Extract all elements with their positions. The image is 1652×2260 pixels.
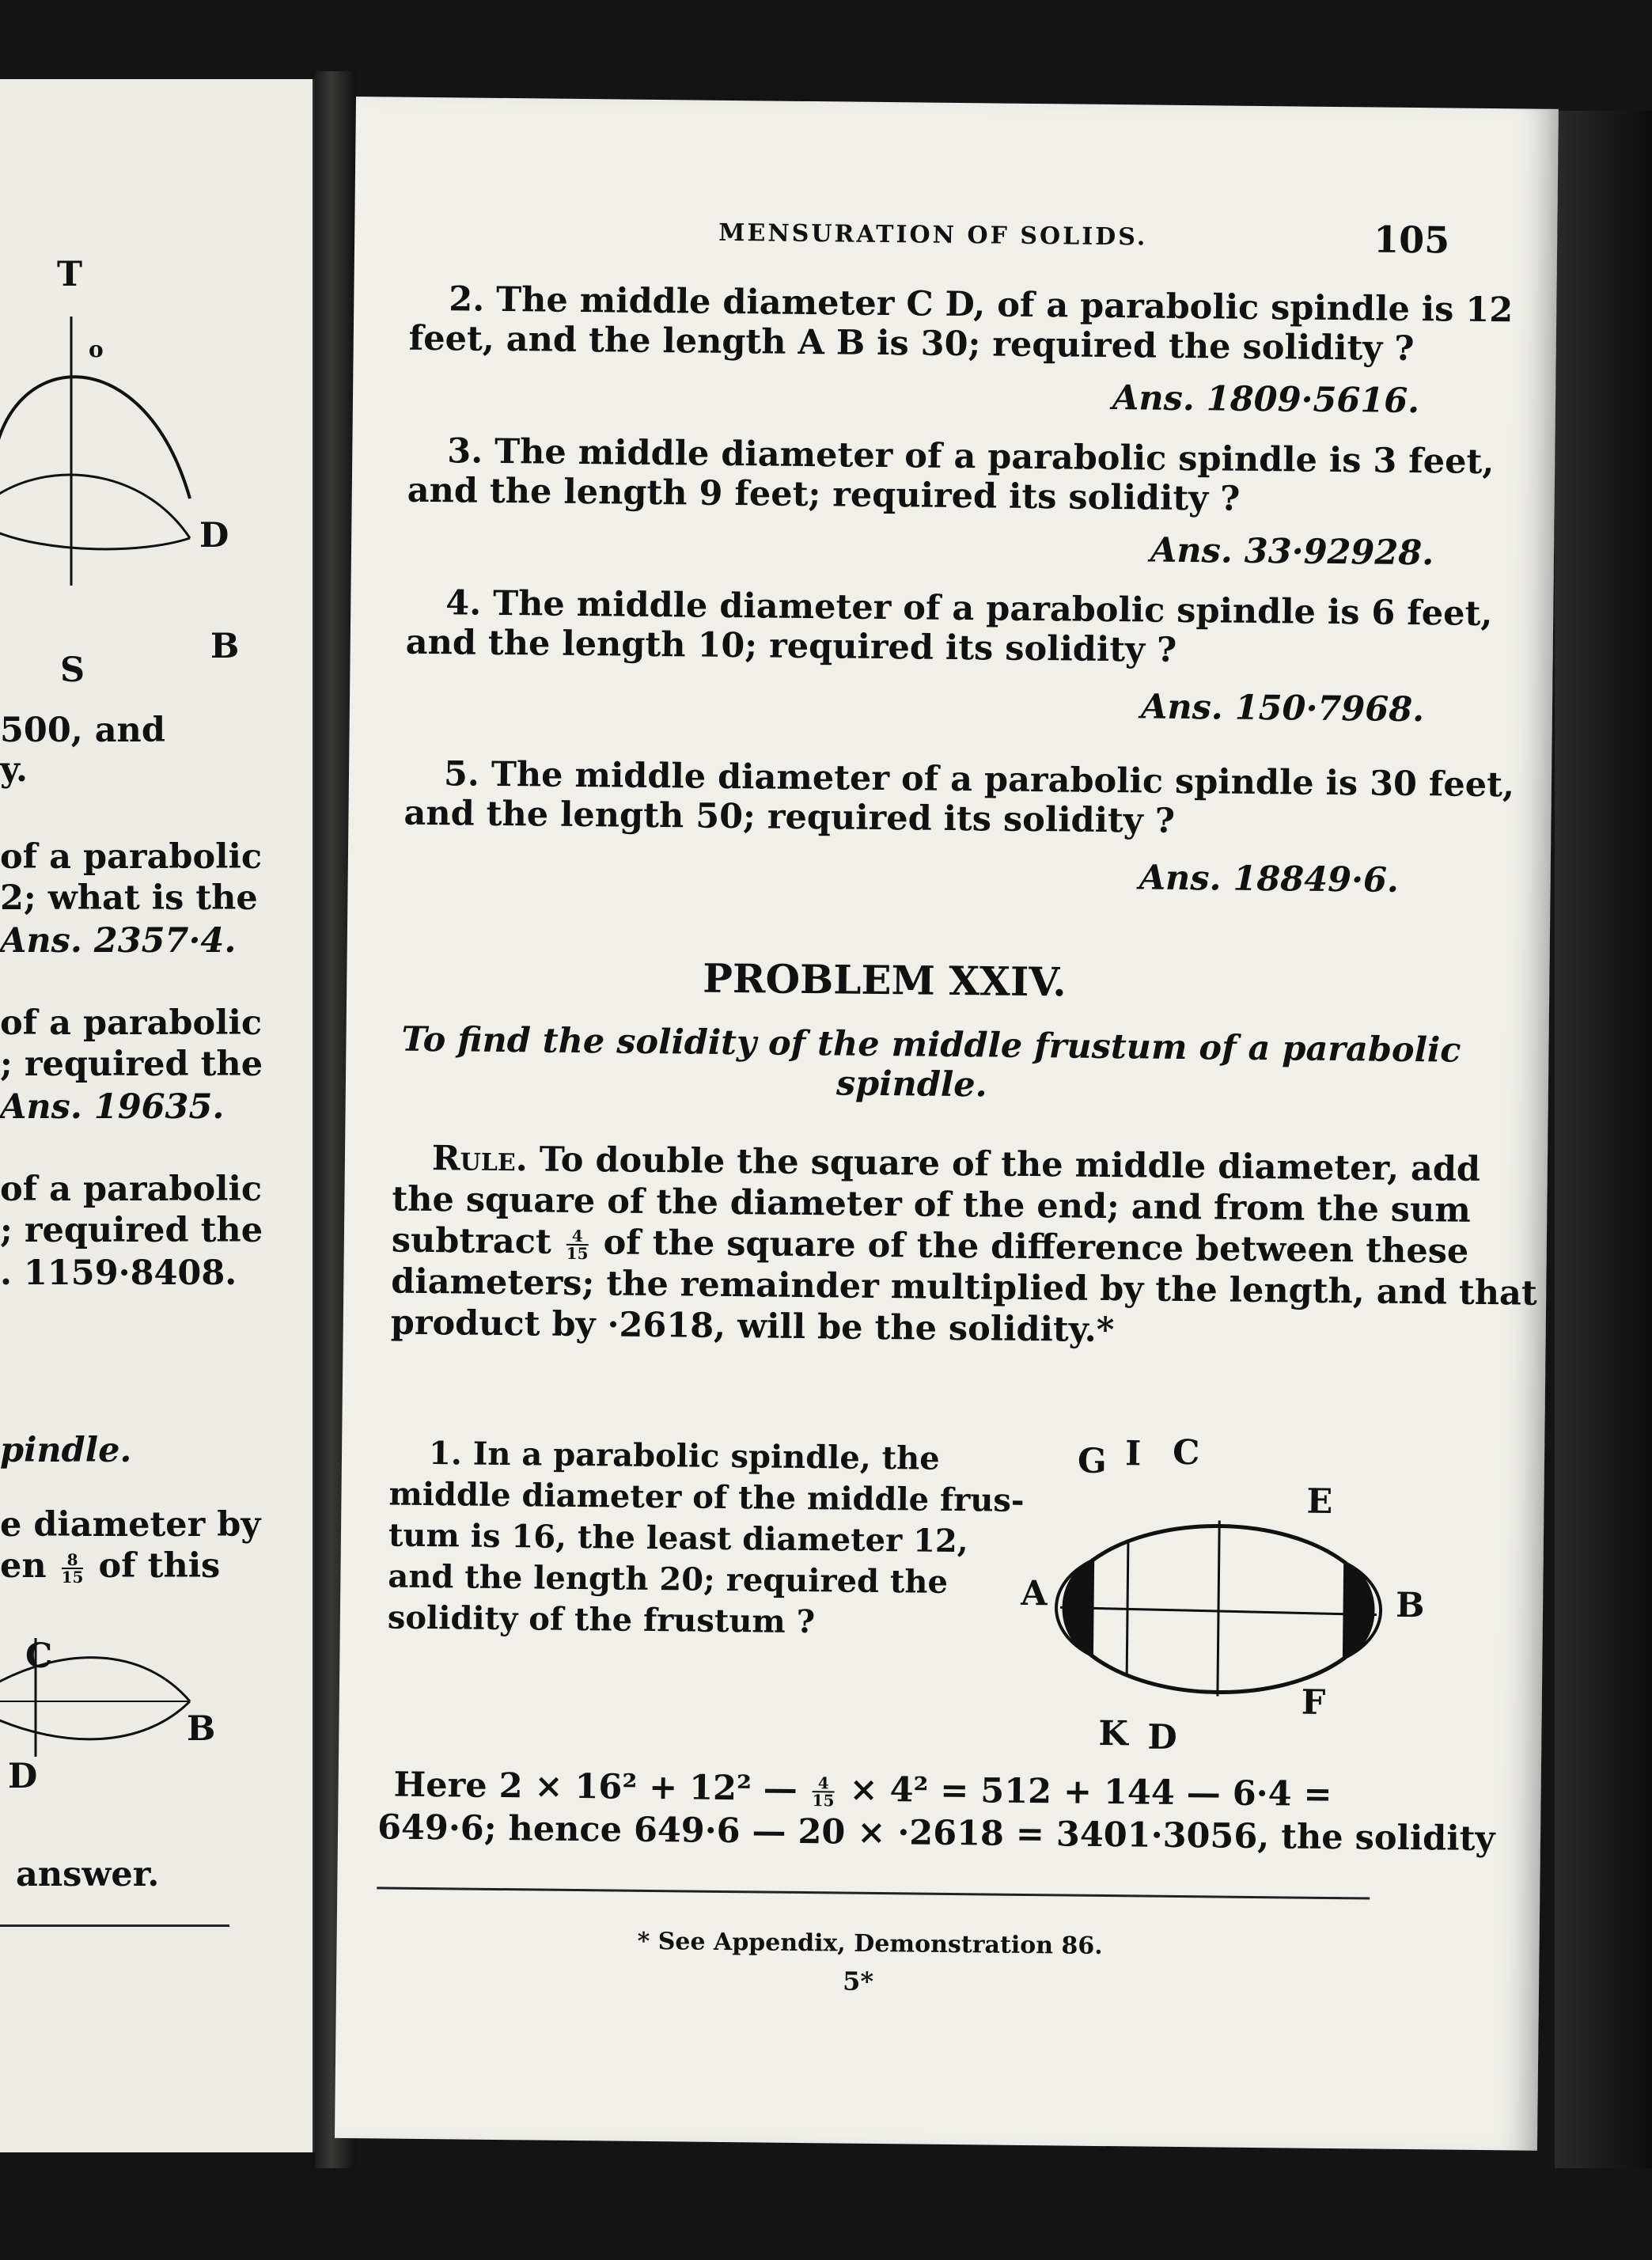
left-line: of a parabolic bbox=[0, 1170, 263, 1209]
rule-line: product by ·2618, will be the solidity.* bbox=[390, 1303, 1115, 1351]
left-line: Ans. 19635. bbox=[0, 1087, 225, 1127]
signature-mark: 5* bbox=[842, 1966, 874, 1996]
fig1-label-o: o bbox=[89, 336, 104, 362]
fraction-num: 8 bbox=[62, 1552, 84, 1569]
left-line: . 1159·8408. bbox=[0, 1253, 237, 1293]
fraction-den: 15 bbox=[812, 1791, 835, 1811]
problem-line: 4. The middle diameter of a parabolic spindle is 6 feet, bbox=[445, 583, 1493, 635]
fraction bbox=[812, 1773, 835, 1811]
example-line: tum is 16, the least diameter 12, bbox=[388, 1516, 968, 1560]
footnote: * See Appendix, Demonstration 86. bbox=[637, 1927, 1103, 1961]
example-line: middle diameter of the middle frus- bbox=[388, 1475, 1025, 1519]
rule-line: diameters; the remainder multiplied by the length, and that bbox=[391, 1261, 1538, 1314]
problem-heading: PROBLEM XXIV. bbox=[703, 954, 1067, 1006]
figure-label-c: C bbox=[1172, 1432, 1200, 1473]
fig1-label-d: D bbox=[199, 516, 229, 556]
page-number: 105 bbox=[1373, 218, 1450, 262]
figure-label-i: I bbox=[1124, 1434, 1142, 1474]
left-line: ; required the bbox=[0, 1211, 263, 1250]
rule-text: subtract bbox=[391, 1220, 552, 1262]
fig2-label-b: B bbox=[187, 1709, 216, 1749]
footnote-rule bbox=[377, 1886, 1370, 1899]
example-line: and the length 20; required the bbox=[388, 1557, 949, 1601]
left-line: ; required the bbox=[0, 1045, 263, 1084]
left-line: Ans. 2357·4. bbox=[0, 921, 237, 961]
left-figure-paraboloid bbox=[0, 285, 313, 586]
left-line: e diameter by bbox=[0, 1505, 261, 1545]
calc-text: × 4² = 512 + 144 — 6·4 = bbox=[849, 1769, 1332, 1815]
problem-line: feet, and the length A B is 30; required the solidity ? bbox=[408, 318, 1415, 370]
left-line: 500, and bbox=[0, 711, 165, 750]
example-line: 1. In a parabolic spindle, the bbox=[428, 1435, 940, 1477]
fraction-num: 4 bbox=[566, 1228, 589, 1246]
example-line: solidity of the frustum ? bbox=[387, 1598, 816, 1641]
right-page bbox=[335, 97, 1559, 2151]
fraction bbox=[566, 1226, 589, 1264]
running-header: MENSURATION OF SOLIDS. bbox=[718, 218, 1148, 252]
problem-answer: Ans. 18849·6. bbox=[1139, 858, 1400, 901]
problem-answer: Ans. 150·7968. bbox=[1140, 687, 1425, 730]
figure-label-f: F bbox=[1301, 1682, 1326, 1723]
problem-line: 3. The middle diameter of a parabolic spindle is 3 feet, bbox=[447, 431, 1495, 483]
fig2-label-d: D bbox=[8, 1757, 38, 1796]
rule-lead: Rule. bbox=[431, 1139, 529, 1180]
left-page bbox=[0, 79, 315, 2152]
fig1-label-s: S bbox=[60, 650, 85, 690]
rule-text: To double the square of the middle diameter, add bbox=[539, 1139, 1481, 1189]
fig1-label-t: T bbox=[57, 255, 82, 294]
problem-answer: Ans. 33·92928. bbox=[1150, 530, 1434, 574]
left-line: 2; what is the bbox=[0, 878, 258, 918]
problem-line: and the length 9 feet; required its solidity ? bbox=[407, 470, 1241, 519]
left-line: of this bbox=[98, 1546, 221, 1586]
problem-line: and the length 50; required its solidity ? bbox=[404, 793, 1176, 841]
figure-label-k: K bbox=[1098, 1713, 1129, 1754]
calc-line: 649·6; hence 649·6 — 20 × ·2618 = 3401·3056, the solidity bbox=[377, 1807, 1495, 1860]
rule-line: the square of the diameter of the end; and from the sum bbox=[392, 1179, 1472, 1230]
left-line: y. bbox=[0, 750, 28, 790]
left-line: of a parabolic bbox=[0, 1003, 263, 1043]
figure-label-e: E bbox=[1306, 1481, 1333, 1522]
left-line-with-fraction bbox=[0, 1546, 220, 1586]
left-footnote-rule bbox=[0, 1924, 229, 1927]
fig1-label-b: B bbox=[210, 627, 240, 666]
problem-answer: Ans. 1809·5616. bbox=[1112, 378, 1420, 422]
left-line: answer. bbox=[16, 1855, 160, 1894]
fraction-den: 15 bbox=[61, 1568, 84, 1587]
calc-text: Here 2 × 16² + 12² — bbox=[393, 1765, 798, 1809]
fraction bbox=[62, 1552, 84, 1585]
left-line: pindle. bbox=[0, 1431, 132, 1470]
right-page-edge bbox=[1555, 111, 1652, 2168]
calc-line-1 bbox=[393, 1765, 1332, 1814]
frustum-figure bbox=[1035, 1496, 1401, 1730]
problem-line: 5. The middle diameter of a parabolic spindle is 30 feet, bbox=[443, 754, 1515, 806]
figure-label-b: B bbox=[1395, 1585, 1425, 1626]
problem-subtitle: spindle. bbox=[835, 1064, 987, 1105]
problem-line: and the length 10; required its solidity ? bbox=[405, 622, 1177, 670]
problem-line: 2. The middle diameter C D, of a parabolic spindle is 12 bbox=[449, 279, 1514, 331]
rule-text: of the square of the difference between these bbox=[603, 1223, 1469, 1272]
figure-label-a: A bbox=[1020, 1573, 1048, 1614]
figure-label-d: D bbox=[1147, 1717, 1177, 1758]
figure-label-g: G bbox=[1077, 1441, 1107, 1482]
fig2-label-c: C bbox=[25, 1636, 53, 1676]
fraction-num: 4 bbox=[813, 1775, 835, 1792]
left-line: en bbox=[0, 1546, 47, 1586]
left-line: of a parabolic bbox=[0, 837, 263, 877]
problem-subtitle: To find the solidity of the middle frustum of a parabolic bbox=[401, 1019, 1461, 1071]
fraction-den: 15 bbox=[566, 1243, 589, 1264]
